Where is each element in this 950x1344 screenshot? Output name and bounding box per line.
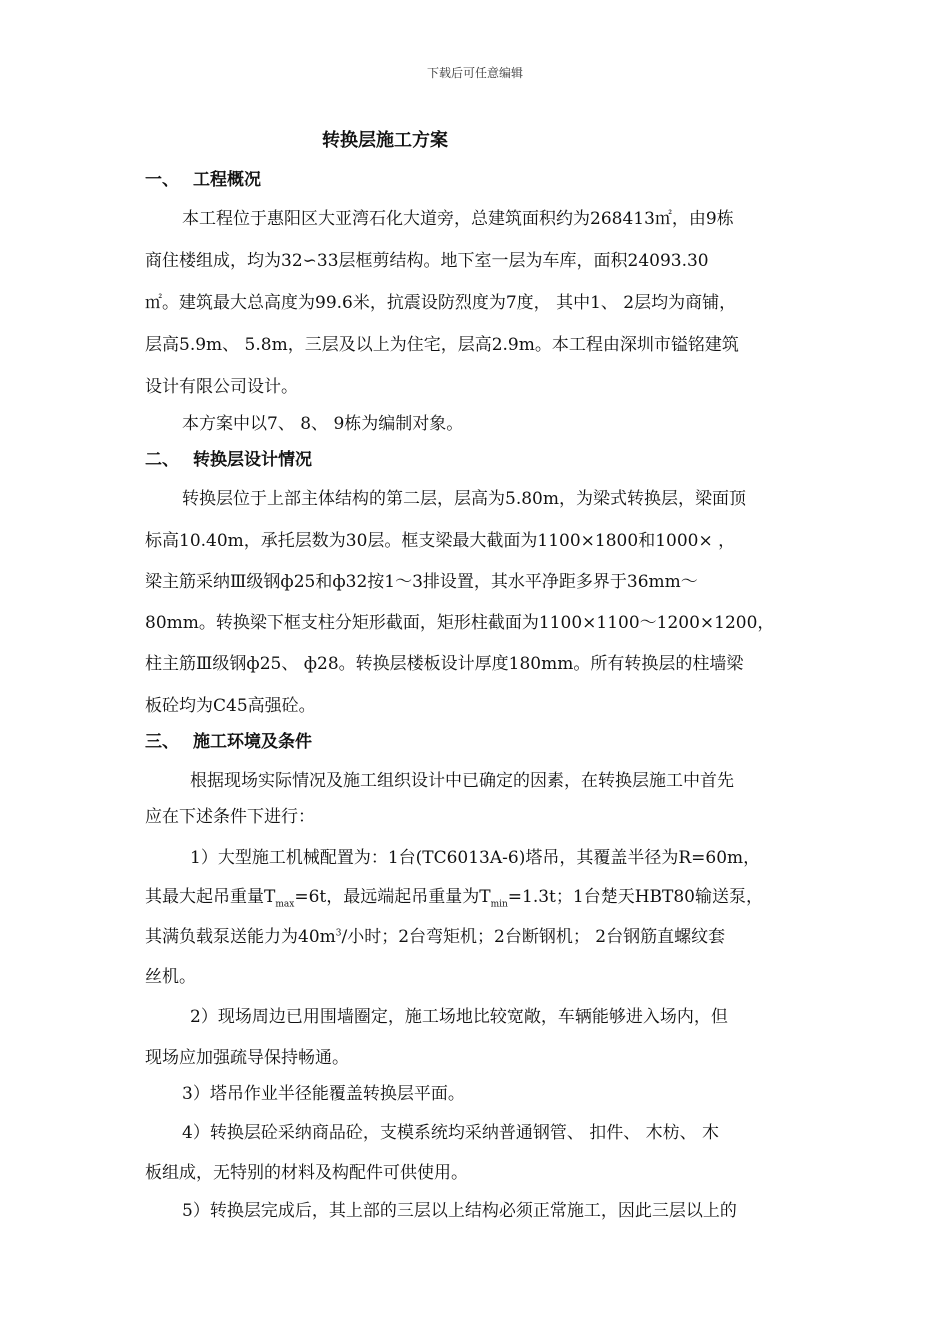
text-span: =6t，最远端起吊重量为T: [294, 887, 491, 907]
paragraph-line: 根据现场实际情况及施工组织设计中已确定的因素，在转换层施工中首先: [190, 771, 734, 791]
paragraph-line: [182, 204, 734, 229]
paragraph-line: 80mm。转换梁下框支柱分矩形截面，矩形柱截面为1100×1100～1200×1200，: [145, 613, 775, 633]
paragraph-line: 现场应加强疏导保持畅通。: [145, 1048, 349, 1068]
paragraph-line: 应在下述条件下进行：: [145, 807, 315, 827]
section-number: 二、: [145, 450, 179, 470]
section-title: 工程概况: [193, 170, 261, 190]
paragraph-line: 2）现场周边已用围墙圈定，施工场地比较宽敞，车辆能够进入场内，但: [190, 1007, 728, 1027]
paragraph-line: 4）转换层砼采纳商品砼，支模系统均采纳普通钢管、 扣件、 木枋、 木: [182, 1123, 720, 1143]
paragraph-line: 5）转换层完成后，其上部的三层以上结构必须正常施工，因此三层以上的: [182, 1201, 737, 1221]
text-span: 其满负载泵送能力为40m: [145, 927, 336, 947]
text-span: ，由9栋: [671, 209, 734, 229]
text-span: ㎡: [145, 293, 162, 313]
section-title: 施工环境及条件: [193, 732, 312, 752]
paragraph-line: 设计有限公司设计。: [145, 377, 298, 397]
paragraph-line: 板砼均为C45高强砼。: [145, 696, 316, 716]
section-heading-1: [145, 165, 261, 190]
paragraph-line: 转换层位于上部主体结构的第二层，层高为5.80m，为梁式转换层，梁面顶: [182, 489, 746, 509]
paragraph-line: [145, 882, 763, 909]
page-header-note: 下载后可任意编辑: [426, 66, 523, 80]
superscript: 3: [335, 928, 342, 939]
text-span: /小时；2台弯矩机；2台断钢机； 2台钢筋直螺纹套: [341, 927, 726, 947]
paragraph-line: 板组成，无特别的材料及构配件可供使用。: [145, 1163, 468, 1183]
paragraph-line: 丝机。: [145, 967, 196, 987]
section-number: 一、: [145, 170, 179, 190]
paragraph-line: [145, 922, 725, 947]
section-heading-2: [145, 445, 312, 470]
section-number: 三、: [145, 732, 179, 752]
subscript: max: [275, 899, 295, 910]
paragraph-line: 柱主筋Ⅲ级钢ф25、 ф28。转换层楼板设计厚度180mm。所有转换层的柱墙梁: [145, 654, 744, 674]
paragraph-line: 本方案中以7、 8、 9栋为编制对象。: [182, 414, 464, 434]
text-span: =1.3t；1台楚天HBT80输送泵，: [507, 887, 763, 907]
section-title: 转换层设计情况: [193, 450, 312, 470]
document-title: 转换层施工方案: [322, 130, 448, 151]
paragraph-line: 1）大型施工机械配置为：1台(TC6013A-6)塔吊，其覆盖半径为R=60m，: [190, 848, 761, 868]
paragraph-line: 层高5.9m、 5.8m，三层及以上为住宅，层高2.9m。本工程由深圳市镒铭建筑: [145, 335, 739, 355]
subscript: min: [490, 899, 508, 910]
paragraph-line: 梁主筋采纳Ⅲ级钢ф25和ф32按1～3排设置，其水平净距多界于36mm～: [145, 572, 698, 592]
section-heading-3: [145, 727, 312, 752]
paragraph-line: 3）塔吊作业半径能覆盖转换层平面。: [182, 1084, 465, 1104]
paragraph-line: 标高10.40m，承托层数为30层。框支梁最大截面为1100×1800和1000× ，: [145, 531, 736, 551]
text-span: 其最大起吊重量T: [145, 887, 276, 907]
text-span: 本工程位于惠阳区大亚湾石化大道旁，总建筑面积约为268413㎡: [182, 209, 672, 229]
text-span: 。建筑最大总高度为99.6米，抗震设防烈度为7度， 其中1、 2层均为商铺，: [162, 293, 737, 313]
paragraph-line: [145, 288, 736, 313]
paragraph-line: 商住楼组成，均为32∽33层框剪结构。地下室一层为车库，面积24093.30: [145, 251, 709, 271]
